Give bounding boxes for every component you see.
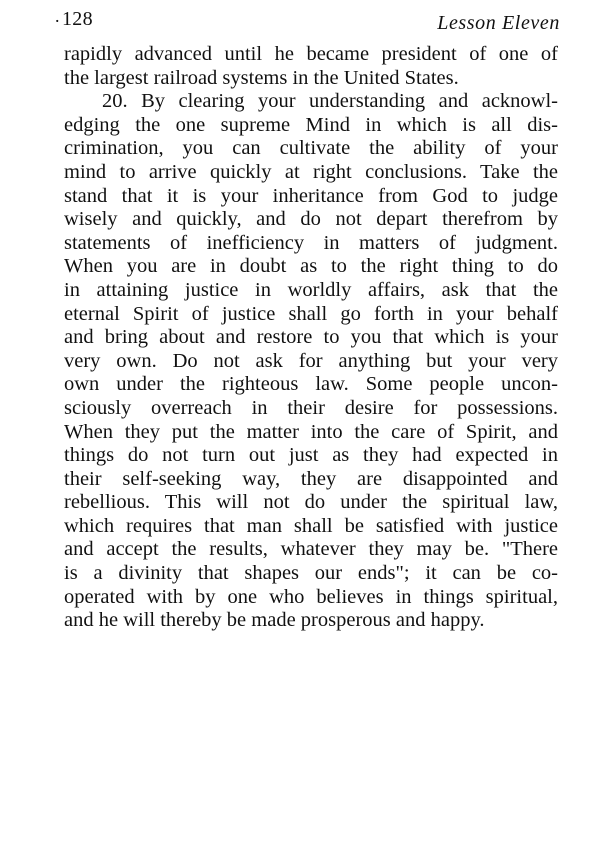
text-line: edging the one supreme Mind in which is all dis- [64,113,558,136]
text-line: and accept the results, whatever they may be. "There [64,538,558,561]
text-line: operated with by one who believes in things spiritual, [64,585,558,608]
text-line: statements of inefficiency in matters of judgment. [64,231,558,254]
running-head: Lesson Eleven [437,12,560,34]
text-line: and bring about and restore to you that which is your [64,326,558,349]
text-line: rebellious. This will not do under the spiritual law, [64,491,558,514]
paragraph-continuation [64,43,558,90]
text-line: mind to arrive quickly at right conclusions. Take the [64,160,558,183]
text-line: stand that it is your inheritance from God to judge [64,184,558,207]
text-line: is a divinity that shapes our ends"; it can be co- [64,562,558,585]
text-line: rapidly advanced until he became president of one of [64,43,558,65]
body-text [64,43,558,633]
text-line: own under the righteous law. Some people uncon- [64,373,558,396]
text-line: sciously overreach in their desire for possessions. [64,396,558,419]
text-line: the largest railroad systems in the United States. [64,66,459,89]
text-line: very own. Do not ask for anything but your very [64,349,558,372]
text-line: which requires that man shall be satisfied with justice [64,514,558,537]
text-line: things do not turn out just as they had expected in [64,444,558,467]
page-number: . 128 [62,8,93,31]
text-line: When you are in doubt as to the right thing to do [64,255,558,278]
text-line: in attaining justice in worldly affairs, ask that the [64,278,558,301]
text-line: crimination, you can cultivate the ability of your [64,137,558,160]
text-line: and he will thereby be made prosperous and happy. [64,609,485,632]
paragraph-20 [64,90,558,633]
text-line: wisely and quickly, and do not depart therefrom by [64,208,558,231]
text-line: 20. By clearing your understanding and acknowl- [102,90,558,113]
text-line: eternal Spirit of justice shall go forth in your behalf [64,302,558,325]
text-line: When they put the matter into the care of Spirit, and [64,420,558,443]
text-line: their self-seeking way, they are disappointed and [64,467,558,490]
